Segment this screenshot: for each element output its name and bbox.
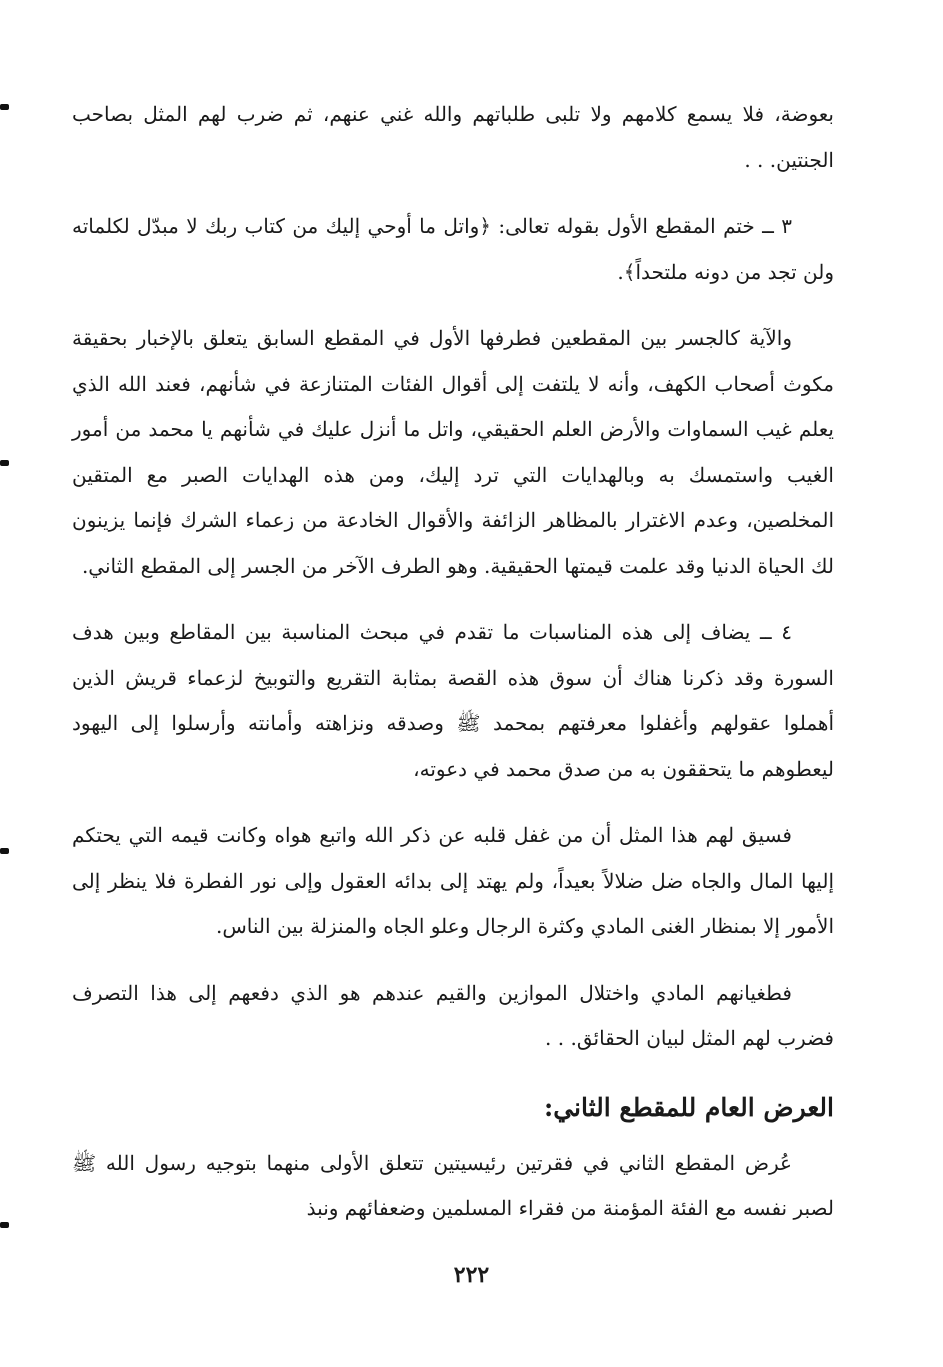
paragraph-bridge: والآية كالجسر بين المقطعين فطرفها الأول في المقطع السابق يتعلق بالإخبار بحقيقة مكوث أصحاب الكهف، وأنه لا يلتفت إلى أقوال الفئات المتنازعة في شأنهم، فعند الله الذي يعلم غيب السماوات والأرض العلم الحقيقي، واتل ما أنزل عليك في شأنهم يا محمد من أمور الغيب واستمسك به وبالهدايات التي ترد إليك، ومن هذه الهدايات الصبر مع المتقين المخلصين، وعدم الاغترار بالمظاهر الزائفة والأقوال الخادعة من زعماء الشرك فإنما يزينون لك الحياة الدنيا وقد علمت قيمتها الحقيقية. وهو الطرف الآخر من الجسر إلى المقطع الثاني. — [72, 326, 834, 578]
edge-mark — [0, 104, 9, 110]
paragraph-point-4: ٤ ــ يضاف إلى هذه المناسبات ما تقدم في مبحث المناسبة بين المقاطع وبين هدف السورة وقد ذكرنا هناك أن سوق هذه القصة بمثابة التقريع والتوبيخ لزعماء قريش الذين أهملوا عقولهم وأغفلوا معرفتهم بمحمد ﷺ وصدقه ونزاهته وأمانته وأرسلوا إلى اليهود ليعطوهم ما يتحققون به من صدق محمد في دعوته، — [72, 620, 835, 781]
edge-mark — [0, 460, 9, 466]
paragraph-conclusion: فطغيانهم المادي واختلال الموازين والقيم عندهم هو الذي دفعهم إلى هذا التصرف فضرب لهم المثل لبيان الحقائق. . . — [72, 980, 834, 1050]
paragraph-parable: فسيق لهم هذا المثل أن من غفل قلبه عن ذكر الله واتبع هواه وكانت قيمه التي يحتكم إليها المال والجاه ضل ضلالاً بعيداً، ولم يهتد إلى بدائه العقول وإلى نور الفطرة فلا ينظر إلى الأمور إلا بمنظار الغنى المادي وكثرة الرجال وعلو الجاه والمنزلة بين الناس. — [72, 823, 834, 938]
paragraph-continuation: بعوضة، فلا يسمع كلامهم ولا تلبى طلباتهم والله غني عنهم، ثم ضرب لهم المثل بصاحب الجنتين. . . — [72, 102, 834, 172]
edge-mark — [0, 848, 9, 854]
page-number: ٢٢٢ — [453, 1262, 490, 1288]
section-paragraph: عُرض المقطع الثاني في فقرتين رئيسيتين تتعلق الأولى منهما بتوجيه رسول الله ﷺ لصبر نفسه مع الفئة المؤمنة من فقراء المسلمين وضعفائهم ونبذ — [72, 1150, 834, 1220]
paragraph-point-3: ٣ ــ ختم المقطع الأول بقوله تعالى: ﴿واتل ما أوحي إليك من كتاب ربك لا مبدّل لكلماته ولن تجد من دونه ملتحداً﴾. — [72, 214, 834, 284]
edge-mark — [0, 1222, 9, 1228]
section-heading: العرض العام للمقطع الثاني: — [543, 1092, 834, 1122]
document-body — [72, 92, 834, 1253]
